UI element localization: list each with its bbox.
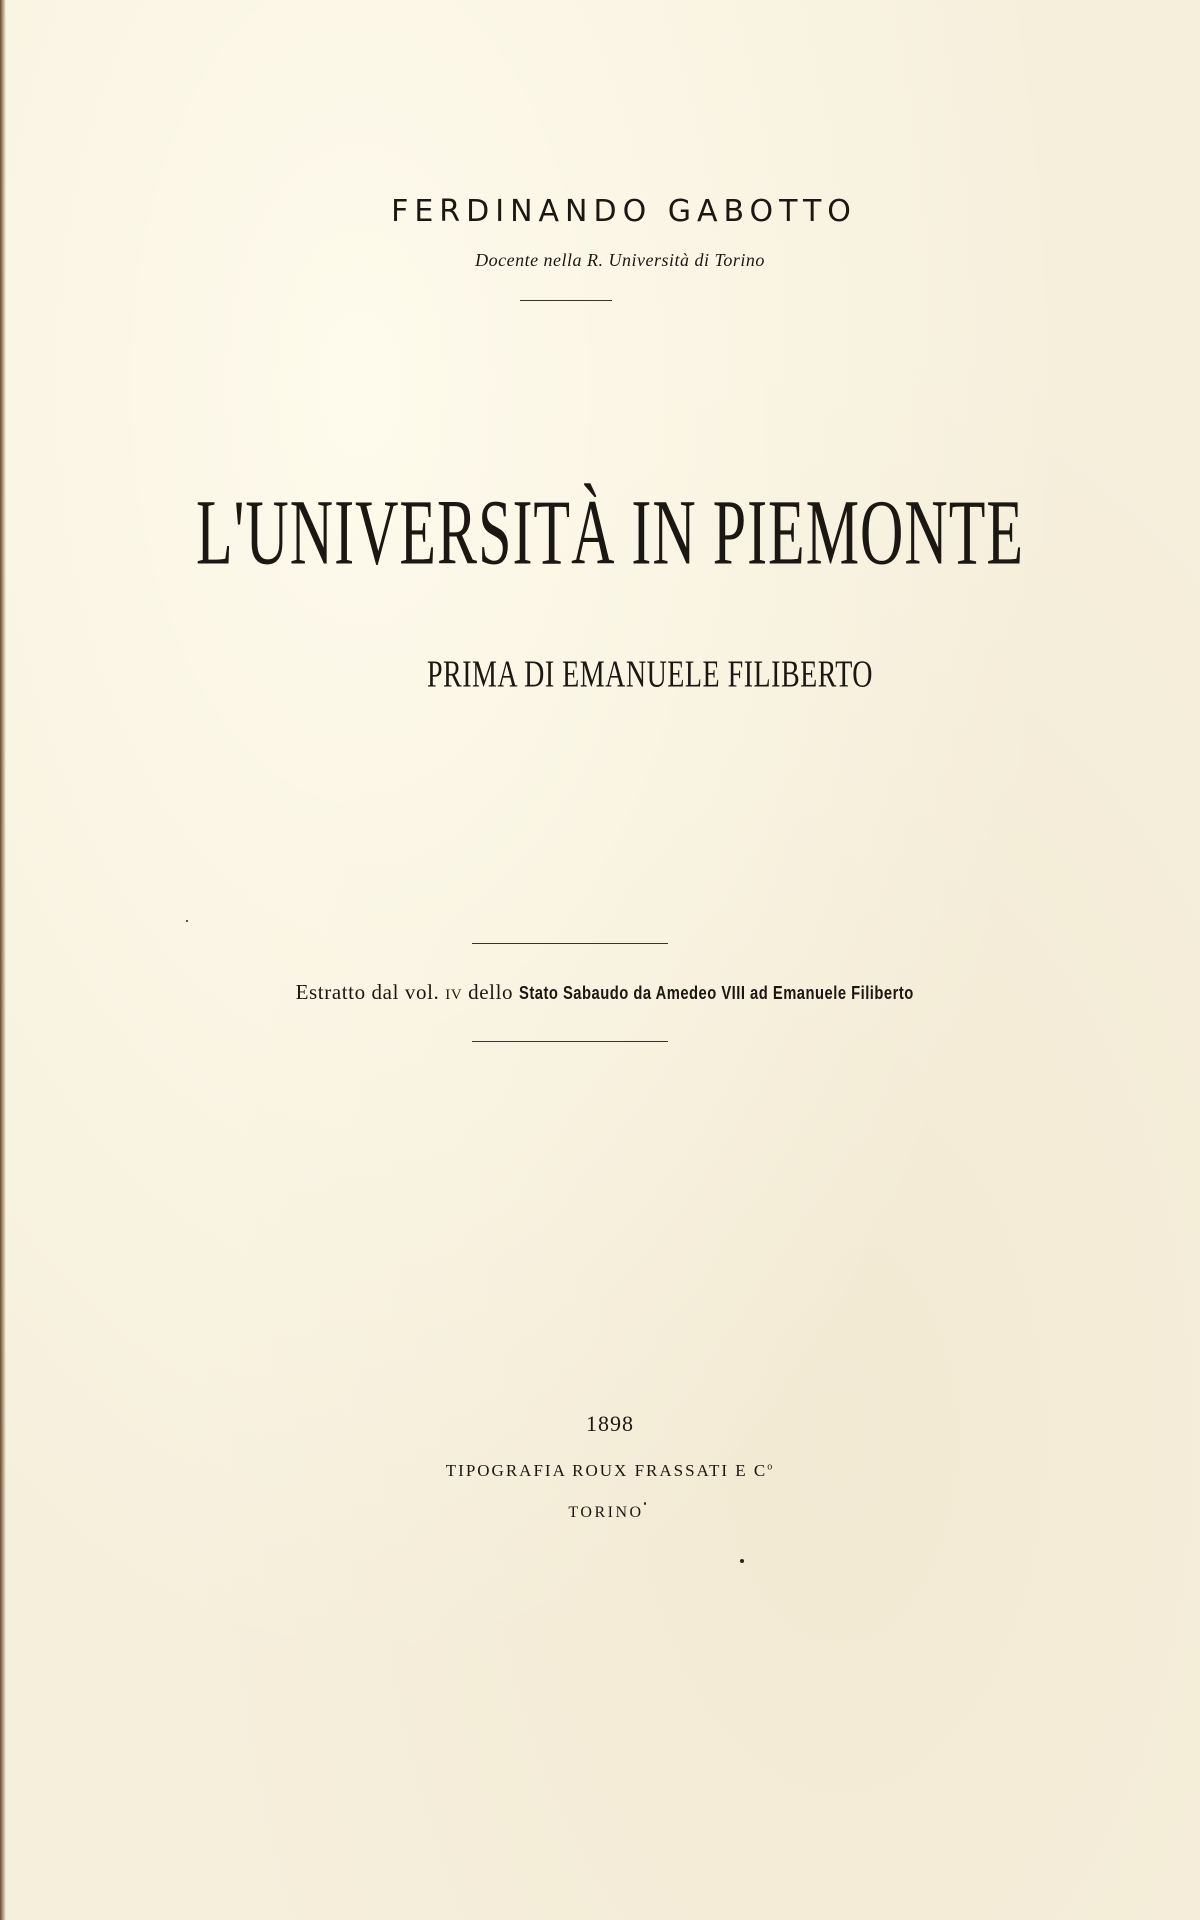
ink-speck bbox=[644, 1502, 646, 1505]
printer-name-text: TIPOGRAFIA ROUX FRASSATI E C bbox=[445, 1461, 768, 1480]
separator-rule-top bbox=[520, 300, 612, 301]
page-edge-shadow bbox=[0, 0, 6, 1920]
publication-year: 1898 bbox=[586, 1411, 634, 1436]
extract-prefix: Estratto dal vol. bbox=[295, 980, 440, 1004]
printer-name-suffix: o bbox=[767, 1461, 775, 1473]
author-name: FERDINANDO GABOTTO bbox=[391, 194, 857, 229]
separator-rule-extract-bottom bbox=[472, 1041, 668, 1042]
book-subtitle: PRIMA DI EMANUELE FILIBERTO bbox=[426, 654, 874, 696]
extract-work-title: Stato Sabaudo da Amedeo VIII ad Emanuele Filiberto bbox=[518, 983, 914, 1003]
extract-volume: iv bbox=[445, 980, 463, 1004]
extract-middle: dello bbox=[468, 980, 514, 1004]
printer-name bbox=[0, 1461, 1200, 1481]
author-affiliation: Docente nella R. Università di Torino bbox=[475, 250, 765, 270]
book-title: L'UNIVERSITÀ IN PIEMONTE bbox=[195, 481, 1025, 584]
extract-note bbox=[0, 980, 1200, 1005]
separator-rule-extract-top bbox=[472, 943, 668, 944]
ink-speck bbox=[186, 920, 188, 922]
publication-city: TORINO bbox=[568, 1504, 644, 1521]
ink-speck bbox=[740, 1559, 744, 1563]
